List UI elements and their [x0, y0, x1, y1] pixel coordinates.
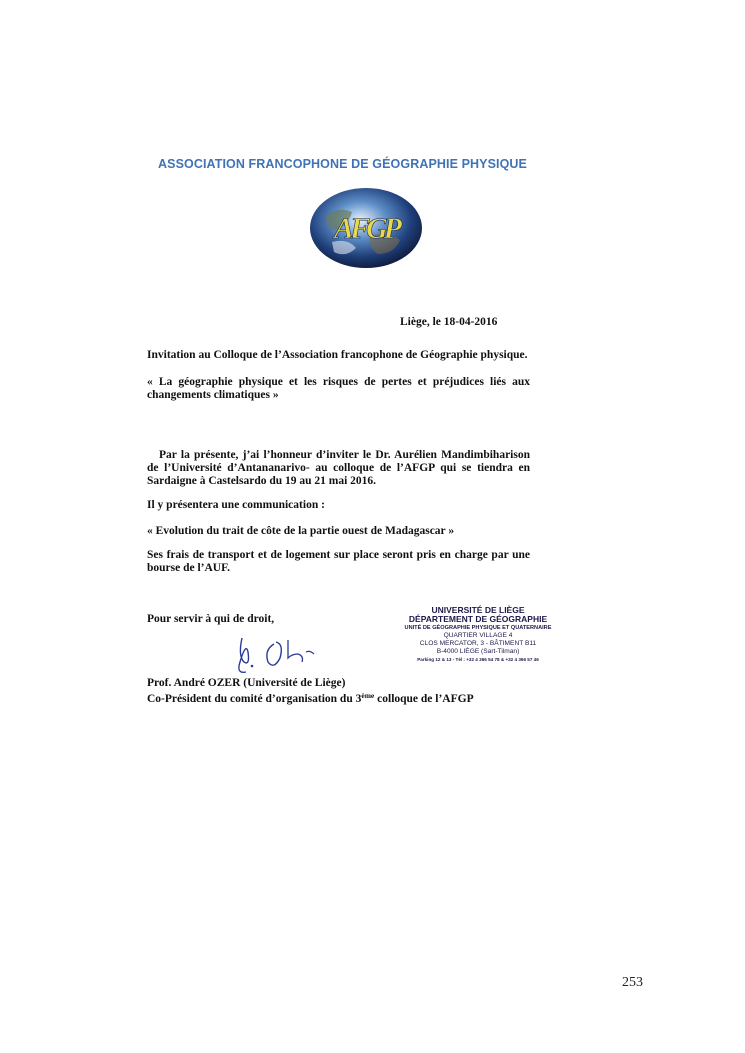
presentation-title: « Evolution du trait de côte de la partie ouest de Madagascar »: [147, 525, 455, 537]
university-stamp: [384, 606, 572, 663]
page-number: 253: [622, 975, 643, 990]
stamp-address: CLOS MERCATOR, 3 - BÂTIMENT B11: [419, 640, 537, 647]
stamp-city: B-4000 LIÈGE (Sart-Tilman): [436, 648, 520, 655]
invitation-paragraph: Par la présente, j’ai l’honneur d’inviter le Dr. Aurélien Mandimbiharison de l’Université d’Antananarivo- au colloque de l’AFGP qui se tiendra en Sardaigne à Castelsardo du 19 au 21 mai 2016.: [147, 449, 530, 487]
signatory-role-suffix: colloque de l’AFGP: [374, 693, 474, 705]
signatory-role-prefix: Co-Président du comité d’organisation du 3: [147, 693, 362, 705]
colloquium-title: « La géographie physique et les risques de pertes et préjudices liés aux changements climatiques »: [147, 376, 530, 401]
funding-paragraph: Ses frais de transport et de logement sur place seront pris en charge par une bourse de l’AUF.: [147, 549, 530, 574]
letter-subject: Invitation au Colloque de l’Association francophone de Géographie physique.: [147, 349, 528, 361]
stamp-contact: Parking 12 & 13 - Tél : +32 4 366 54 78 & +32 4 366 57 46: [417, 657, 539, 662]
association-title: ASSOCIATION FRANCOPHONE DE GÉOGRAPHIE PHYSIQUE: [158, 157, 527, 171]
letter-date: Liège, le 18-04-2016: [400, 316, 498, 328]
signatory-role: [147, 689, 474, 706]
stamp-department: DÉPARTEMENT DE GÉOGRAPHIE: [408, 614, 548, 624]
letter-closing: Pour servir à qui de droit,: [147, 613, 275, 625]
presentation-intro: Il y présentera une communication :: [147, 499, 325, 511]
signatory-name: Prof. André OZER (Université de Liège): [147, 677, 346, 689]
signatory-role-superscript: ème: [361, 691, 375, 700]
logo-text: AFGP: [333, 212, 399, 245]
handwritten-signature: [228, 632, 324, 676]
stamp-unit: UNITÉ DE GÉOGRAPHIE PHYSIQUE ET QUATERNAIRE: [404, 625, 552, 631]
stamp-quarter: QUARTIER VILLAGE 4: [443, 632, 513, 639]
afgp-globe-logo: [308, 186, 424, 270]
stamp-university: UNIVERSITÉ DE LIÈGE: [431, 605, 525, 615]
